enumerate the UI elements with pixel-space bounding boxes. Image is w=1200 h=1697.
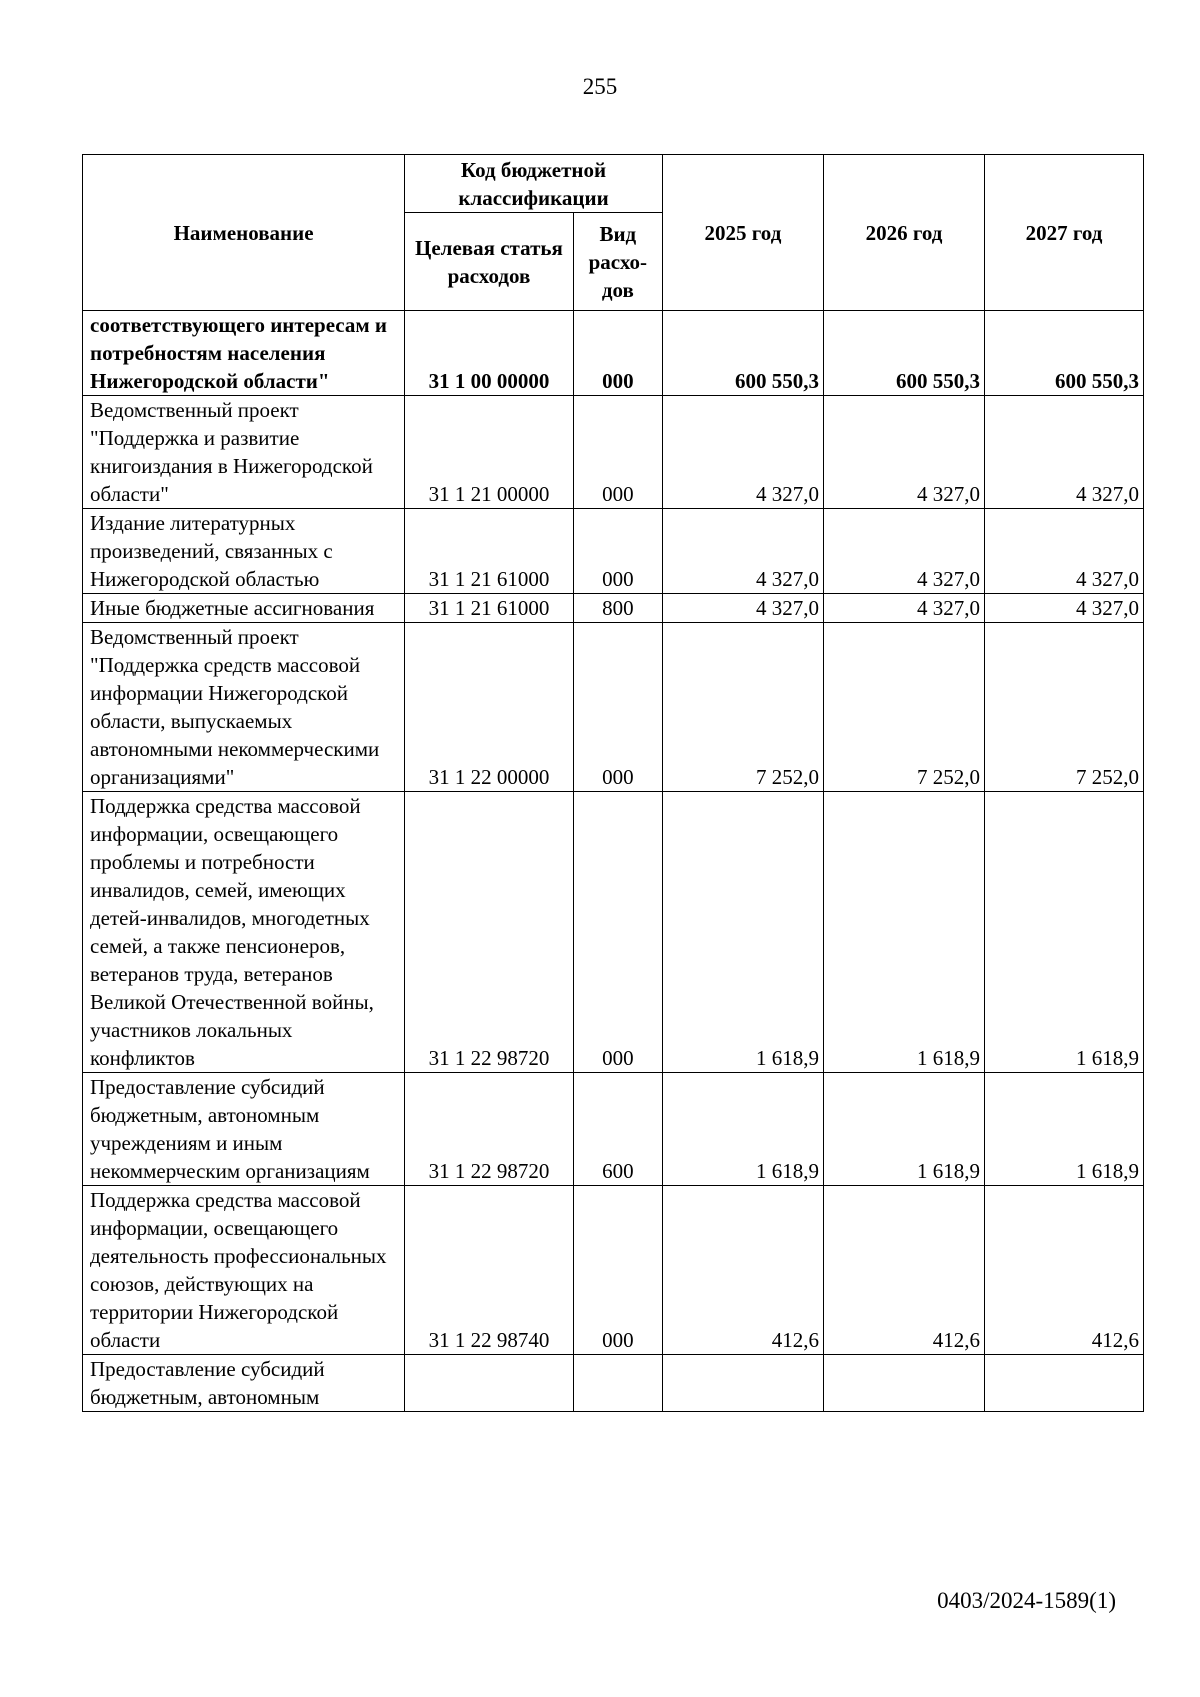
table-row [83,623,1144,792]
header-name: Наименование [83,155,405,311]
row-2026: 412,6 [823,1186,984,1355]
row-target-code: 31 1 21 00000 [405,396,574,509]
row-2026: 4 327,0 [823,509,984,594]
row-expense-type: 800 [573,594,662,623]
row-2026 [823,1355,984,1412]
budget-table [82,154,1144,1412]
table-row [83,396,1144,509]
row-2025: 7 252,0 [662,623,823,792]
row-2027: 600 550,3 [985,311,1144,396]
row-name: Ведомственный проект "Поддержка и развитие книгоиздания в Нижегородской области" [83,396,405,509]
row-2025: 1 618,9 [662,792,823,1073]
budget-table-container [82,154,1144,1412]
row-2026: 1 618,9 [823,1073,984,1186]
row-2027 [985,1355,1144,1412]
row-2026: 7 252,0 [823,623,984,792]
row-2025: 412,6 [662,1186,823,1355]
page-number: 255 [582,74,618,99]
row-target-code: 31 1 22 98740 [405,1186,574,1355]
row-2026: 4 327,0 [823,396,984,509]
row-expense-type [573,1355,662,1412]
row-target-code: 31 1 21 61000 [405,594,574,623]
row-name: Поддержка средства массовой информации, освещающего проблемы и потребности инвалидов, семей, имеющих детей-инвалидов, многодетных семей, а также пенсионеров, ветеранов труда, ветеранов Великой Отечественной войны, участников локальных конфликтов [83,792,405,1073]
row-target-code: 31 1 00 00000 [405,311,574,396]
row-2026: 600 550,3 [823,311,984,396]
row-2025 [662,1355,823,1412]
row-name: Предоставление субсидий бюджетным, автономным учреждениям и иным некоммерческим организациям [83,1073,405,1186]
row-2027: 7 252,0 [985,623,1144,792]
row-2027: 1 618,9 [985,1073,1144,1186]
table-row [83,594,1144,623]
row-name: Поддержка средства массовой информации, освещающего деятельность профессиональных союзов, действующих на территории Нижегородской области [83,1186,405,1355]
table-row [83,1355,1144,1412]
row-expense-type: 000 [573,311,662,396]
table-row [83,1186,1144,1355]
header-expense-type: Вид расхо-дов [573,213,662,311]
row-expense-type: 000 [573,623,662,792]
row-2027: 4 327,0 [985,594,1144,623]
row-target-code [405,1355,574,1412]
row-2025: 4 327,0 [662,396,823,509]
row-name: Издание литературных произведений, связанных с Нижегородской областью [83,509,405,594]
row-name: Ведомственный проект "Поддержка средств массовой информации Нижегородской области, выпускаемых автономными некоммерческими организациями" [83,623,405,792]
row-target-code: 31 1 21 61000 [405,509,574,594]
row-2027: 412,6 [985,1186,1144,1355]
table-row [83,792,1144,1073]
row-name: соответствующего интересам и потребностям населения Нижегородской области" [83,311,405,396]
header-target: Целевая статья расходов [405,213,574,311]
row-expense-type: 000 [573,509,662,594]
row-name: Предоставление субсидий бюджетным, автономным [83,1355,405,1412]
row-2027: 4 327,0 [985,396,1144,509]
row-target-code: 31 1 22 98720 [405,1073,574,1186]
row-expense-type: 000 [573,396,662,509]
row-2026: 1 618,9 [823,792,984,1073]
table-row [83,311,1144,396]
row-expense-type: 000 [573,792,662,1073]
row-2025: 600 550,3 [662,311,823,396]
table-row [83,509,1144,594]
row-expense-type: 000 [573,1186,662,1355]
document-code: 0403/2024-1589(1) [937,1588,1116,1613]
header-2026: 2026 год [823,155,984,311]
row-expense-type: 600 [573,1073,662,1186]
row-2025: 4 327,0 [662,509,823,594]
table-row [83,1073,1144,1186]
row-target-code: 31 1 22 98720 [405,792,574,1073]
row-name: Иные бюджетные ассигнования [83,594,405,623]
row-2026: 4 327,0 [823,594,984,623]
header-2025: 2025 год [662,155,823,311]
row-target-code: 31 1 22 00000 [405,623,574,792]
row-2025: 4 327,0 [662,594,823,623]
row-2025: 1 618,9 [662,1073,823,1186]
row-2027: 1 618,9 [985,792,1144,1073]
header-code-group: Код бюджетной классификации [405,155,663,213]
header-2027: 2027 год [985,155,1144,311]
row-2027: 4 327,0 [985,509,1144,594]
